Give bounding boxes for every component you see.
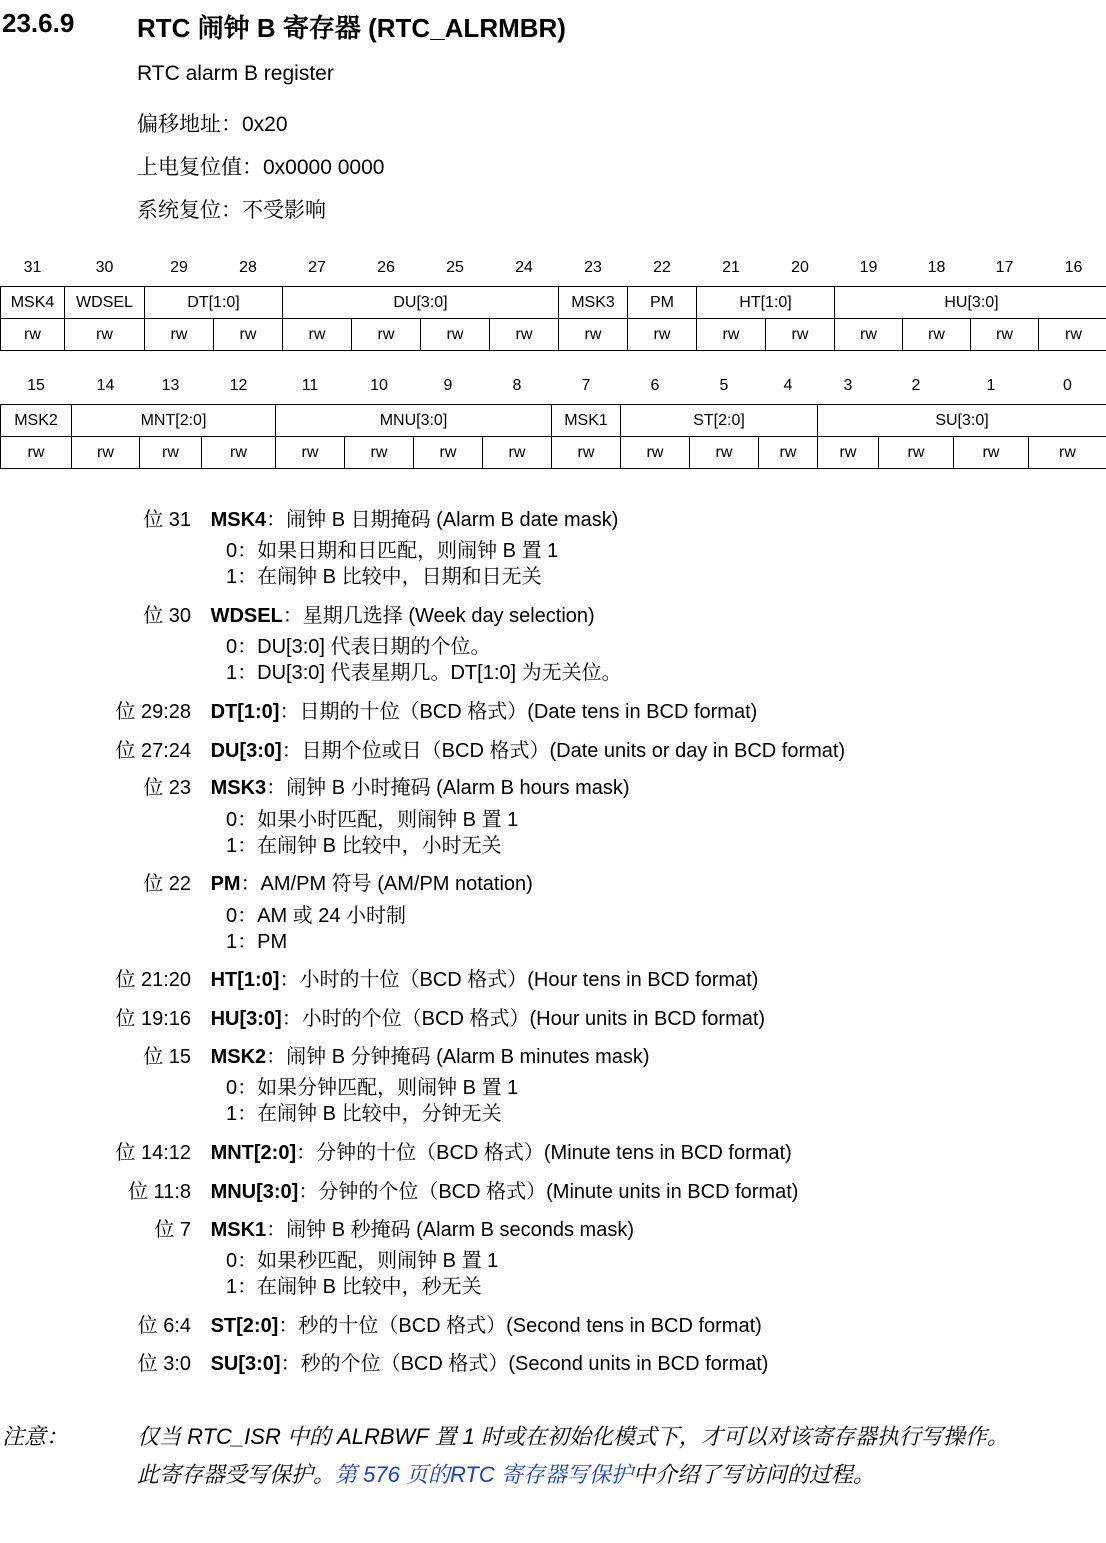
- access-type: rw: [490, 319, 559, 351]
- note-label: 注意：: [2, 1424, 69, 1449]
- bit-position: 位 30: [143, 605, 191, 627]
- register-map-high: [0, 250, 1106, 351]
- bit-number: 23: [584, 259, 602, 276]
- bit-field-name: ST[2:0]: [210, 1315, 279, 1337]
- section-title: RTC 闹钟 B 寄存器 (RTC_ALRMBR): [137, 13, 566, 43]
- bit-position: 位 3:0: [137, 1353, 191, 1375]
- field-hu: HU[3:0]: [835, 287, 1106, 319]
- bit-value-0: 0：如果小时匹配，则闹钟 B 置 1: [226, 809, 519, 831]
- access-type: rw: [345, 437, 414, 469]
- note-text: 中介绍了写访问的过程。: [632, 1462, 875, 1487]
- bit-number: 13: [161, 377, 180, 394]
- bit-field-name: MNU[3:0]: [210, 1181, 299, 1203]
- access-type: rw: [145, 319, 214, 351]
- bit-position: 位 21:20: [115, 969, 191, 991]
- section-number: 23.6.9: [2, 8, 75, 38]
- bit-number: 6: [650, 377, 660, 394]
- bit-number: 19: [859, 259, 878, 276]
- bit-position: 位 29:28: [115, 701, 191, 723]
- bit-position: 位 11:8: [128, 1181, 191, 1203]
- access-type: rw: [421, 319, 490, 351]
- bit-number: 11: [301, 377, 319, 394]
- bit-value-1: 1：在闹钟 B 比较中，秒无关: [226, 1276, 482, 1298]
- bit-number: 29: [170, 259, 188, 276]
- bit-field-desc: ：分钟的十位（BCD 格式）(Minute tens in BCD format): [296, 1142, 792, 1164]
- bit-desc-du: [0, 734, 845, 763]
- bit-field-name: MNT[2:0]: [210, 1142, 297, 1164]
- bit-number: 15: [27, 377, 45, 394]
- bit-number: 1: [986, 377, 996, 394]
- access-type: rw: [214, 319, 283, 351]
- bit-field-desc: ：星期几选择 (Week day selection): [282, 605, 595, 627]
- field-du: DU[3:0]: [283, 287, 559, 319]
- bit-number: 20: [791, 259, 809, 276]
- bit-field-name: HU[3:0]: [210, 1008, 282, 1030]
- field-msk4: MSK4: [1, 287, 65, 319]
- bit-value-0: 0：AM 或 24 小时制: [226, 905, 407, 927]
- access-type: rw: [559, 319, 628, 351]
- bit-desc-mnu: [0, 1175, 798, 1204]
- bit-field-desc: ：秒的个位（BCD 格式）(Second units in BCD format): [280, 1353, 769, 1375]
- field-su: SU[3:0]: [818, 405, 1106, 437]
- bit-field-desc: ：闹钟 B 日期掩码 (Alarm B date mask): [266, 509, 619, 531]
- bit-desc-mnt: [0, 1136, 792, 1165]
- access-type: rw: [140, 437, 202, 469]
- bit-field-desc: ：小时的个位（BCD 格式）(Hour units in BCD format): [281, 1008, 766, 1030]
- bit-number: 14: [96, 377, 115, 394]
- bit-number: 0: [1063, 377, 1072, 394]
- field-mnu: MNU[3:0]: [276, 405, 552, 437]
- bit-field-desc: ：日期个位或日（BCD 格式）(Date units or day in BCD format): [281, 740, 846, 762]
- bit-position: 位 14:12: [115, 1142, 191, 1164]
- bit-desc-dt: [0, 695, 757, 724]
- bit-field-name: PM: [210, 873, 241, 895]
- access-type: rw: [628, 319, 697, 351]
- bit-value-0: 0：如果秒匹配，则闹钟 B 置 1: [226, 1250, 499, 1272]
- bit-desc-hu: [0, 1002, 765, 1031]
- note-line-1: 仅当 RTC_ISR 中的 ALRBWF 置 1 时或在初始化模式下，才可以对该寄存器执行写操作。: [137, 1424, 1009, 1449]
- bit-value-0: 0：如果日期和日匹配，则闹钟 B 置 1: [226, 540, 559, 562]
- bit-position: 位 23: [143, 777, 191, 799]
- bit-number: 22: [653, 259, 671, 276]
- bit-desc-msk3: [0, 771, 630, 800]
- access-type: rw: [1039, 319, 1106, 351]
- bit-number: 26: [377, 259, 395, 276]
- bit-desc-msk4: [0, 503, 618, 532]
- register-map-low: [0, 368, 1106, 469]
- access-type: rw: [903, 319, 971, 351]
- bit-desc-msk2: [0, 1040, 650, 1069]
- bit-number: 16: [1064, 259, 1083, 276]
- access-type: rw: [1, 319, 65, 351]
- access-type: rw: [552, 437, 621, 469]
- access-type: rw: [352, 319, 421, 351]
- bit-field-desc: ：闹钟 B 分钟掩码 (Alarm B minutes mask): [266, 1046, 650, 1068]
- bit-number: 24: [515, 259, 533, 276]
- access-type: rw: [202, 437, 276, 469]
- access-type: rw: [283, 319, 352, 351]
- field-wdsel: WDSEL: [65, 287, 145, 319]
- bit-field-name: MSK3: [210, 777, 267, 799]
- access-type: rw: [414, 437, 483, 469]
- bit-field-desc: ：闹钟 B 秒掩码 (Alarm B seconds mask): [266, 1219, 634, 1241]
- bit-value-1: 1：在闹钟 B 比较中，日期和日无关: [226, 566, 542, 588]
- bit-position: 位 6:4: [137, 1315, 191, 1337]
- bit-number: 8: [512, 377, 522, 394]
- bit-number: 21: [722, 259, 740, 276]
- bit-number: 9: [443, 377, 453, 394]
- access-type: rw: [1029, 437, 1106, 469]
- register-subtitle: RTC alarm B register: [137, 62, 334, 85]
- bit-field-desc: ：闹钟 B 小时掩码 (Alarm B hours mask): [266, 777, 630, 799]
- bit-number: 31: [23, 259, 42, 276]
- bit-number: 18: [927, 259, 946, 276]
- bit-desc-wdsel: [0, 599, 595, 628]
- access-type: rw: [766, 319, 835, 351]
- bit-value-1: 1：在闹钟 B 比较中，小时无关: [226, 835, 502, 857]
- bit-position: 位 22: [143, 873, 191, 895]
- bit-field-name: SU[3:0]: [210, 1353, 281, 1375]
- access-type: rw: [621, 437, 690, 469]
- bit-field-name: MSK1: [210, 1219, 267, 1241]
- bit-number: 28: [239, 259, 257, 276]
- bit-number: 7: [581, 377, 591, 394]
- access-type: rw: [72, 437, 140, 469]
- bit-position: 位 27:24: [115, 740, 191, 762]
- access-type: rw: [818, 437, 879, 469]
- bit-position: 位 31: [143, 509, 191, 531]
- bit-number: 25: [446, 259, 464, 276]
- bit-desc-pm: [0, 867, 533, 896]
- bit-number: 30: [95, 259, 114, 276]
- bit-value-1: 1：PM: [226, 931, 288, 953]
- bit-position: 位 19:16: [115, 1008, 191, 1030]
- access-type: rw: [1, 437, 72, 469]
- bit-number: 10: [370, 377, 388, 394]
- offset-address: 偏移地址：0x20: [137, 113, 288, 136]
- bit-field-desc: ：日期的十位（BCD 格式）(Date tens in BCD format): [279, 701, 758, 723]
- bit-number: 2: [911, 377, 921, 394]
- bit-number: 4: [783, 377, 793, 394]
- field-msk1: MSK1: [552, 405, 621, 437]
- bit-field-name: MSK4: [210, 509, 267, 531]
- bit-field-desc: ：AM/PM 符号 (AM/PM notation): [240, 873, 533, 895]
- field-dt: DT[1:0]: [145, 287, 283, 319]
- access-type: rw: [276, 437, 345, 469]
- bit-position: 位 7: [154, 1219, 191, 1241]
- bit-field-name: HT[1:0]: [210, 969, 280, 991]
- bit-field-name: DT[1:0]: [210, 701, 280, 723]
- access-type: rw: [879, 437, 954, 469]
- bit-desc-msk1: [0, 1213, 634, 1242]
- note-line-2: [137, 1458, 875, 1489]
- access-type: rw: [697, 319, 766, 351]
- field-st: ST[2:0]: [621, 405, 818, 437]
- bit-field-name: MSK2: [210, 1046, 267, 1068]
- access-type: rw: [65, 319, 145, 351]
- bit-value-1: 1：DU[3:0] 代表星期几。DT[1:0] 为无关位。: [226, 662, 622, 684]
- bit-number: 5: [719, 377, 729, 394]
- bit-field-name: DU[3:0]: [210, 740, 282, 762]
- field-msk2: MSK2: [1, 405, 72, 437]
- bit-desc-st: [0, 1309, 762, 1338]
- bit-value-1: 1：在闹钟 B 比较中，分钟无关: [226, 1103, 502, 1125]
- bit-number: 3: [843, 377, 853, 394]
- bit-number: 27: [308, 259, 326, 276]
- write-protection-link[interactable]: 第 576 页的RTC 寄存器写保护: [335, 1462, 633, 1487]
- bit-desc-su: [0, 1347, 768, 1376]
- field-pm: PM: [628, 287, 697, 319]
- bit-value-0: 0：如果分钟匹配，则闹钟 B 置 1: [226, 1077, 519, 1099]
- system-reset: 系统复位：不受影响: [137, 199, 326, 222]
- access-type: rw: [690, 437, 759, 469]
- access-type: rw: [483, 437, 552, 469]
- field-mnt: MNT[2:0]: [72, 405, 276, 437]
- access-type: rw: [759, 437, 818, 469]
- reset-value: 上电复位值：0x0000 0000: [137, 156, 385, 179]
- field-ht: HT[1:0]: [697, 287, 835, 319]
- bit-field-desc: ：秒的十位（BCD 格式）(Second tens in BCD format): [278, 1315, 762, 1337]
- access-type: rw: [971, 319, 1039, 351]
- bit-value-0: 0：DU[3:0] 代表日期的个位。: [226, 636, 491, 658]
- bit-number: 17: [995, 259, 1014, 276]
- note-text: 此寄存器受写保护。: [137, 1462, 336, 1487]
- bit-position: 位 15: [143, 1046, 191, 1068]
- field-msk3: MSK3: [559, 287, 628, 319]
- bit-number: 12: [229, 377, 248, 394]
- bit-field-desc: ：小时的十位（BCD 格式）(Hour tens in BCD format): [279, 969, 759, 991]
- bit-field-name: WDSEL: [210, 605, 283, 627]
- bit-desc-ht: [0, 963, 758, 992]
- bit-field-desc: ：分钟的个位（BCD 格式）(Minute units in BCD format): [298, 1181, 799, 1203]
- access-type: rw: [835, 319, 903, 351]
- access-type: rw: [954, 437, 1029, 469]
